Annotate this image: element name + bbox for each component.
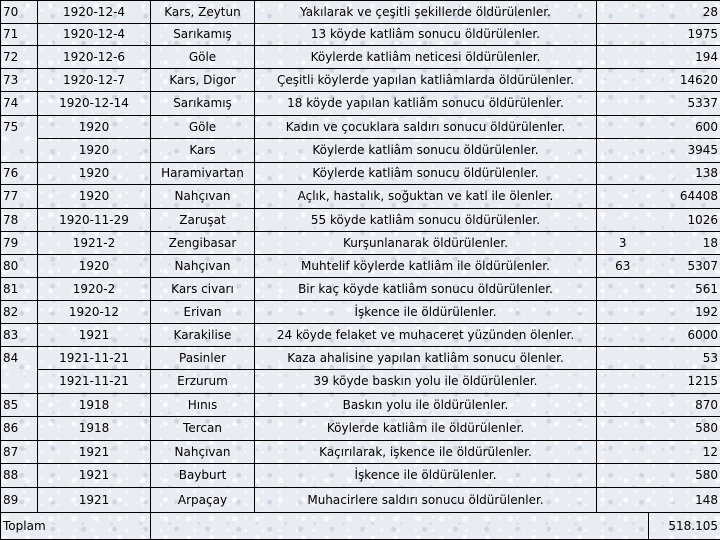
row-description: Yakılarak ve çeşitli şekillerde öldürülenler. <box>255 1 597 24</box>
table-row <box>1 23 720 46</box>
row-place: Sarıkamış <box>151 23 255 46</box>
table-row <box>1 370 720 394</box>
row-description: İşkence ile öldürülenler. <box>255 464 597 488</box>
row-date: 1921-11-21 <box>38 346 151 370</box>
row-place: Haramivartan <box>151 162 255 185</box>
row-place: Kars <box>151 139 255 163</box>
row-place: Nahçıvan <box>151 254 255 278</box>
row-description: Muhacirlere saldırı sonucu öldürülenler. <box>255 487 597 513</box>
row-count: 194 <box>597 46 720 69</box>
row-date: 1918 <box>38 417 151 441</box>
table-row <box>1 324 720 347</box>
row-number: 78 <box>1 208 38 232</box>
row-number: 82 <box>1 300 38 324</box>
table-row <box>1 417 720 441</box>
row-number <box>1 370 38 394</box>
row-date: 1921 <box>38 487 151 513</box>
total-row <box>1 513 720 540</box>
row-date: 1921 <box>38 464 151 488</box>
row-date: 1921 <box>38 324 151 347</box>
row-description: İşkence ile öldürülenler. <box>255 300 597 324</box>
row-number: 75 <box>1 115 38 139</box>
table-row <box>1 46 720 69</box>
row-count: 64408 <box>597 185 720 209</box>
row-extra-count: 63 <box>597 254 649 278</box>
row-description: 13 köyde katliâm sonucu öldürülenler. <box>255 23 597 46</box>
table-row <box>1 440 720 464</box>
table-row <box>1 278 720 301</box>
row-number: 86 <box>1 417 38 441</box>
row-place: Arpaçay <box>151 487 255 513</box>
table-row <box>1 68 720 92</box>
row-place: Nahçıvan <box>151 440 255 464</box>
row-description: Köylerde katliâm neticesi öldürülenler. <box>255 46 597 69</box>
table-row <box>1 208 720 232</box>
row-count: 580 <box>597 464 720 488</box>
row-count: 28 <box>597 1 720 24</box>
row-description: Kadın ve çocuklara saldırı sonucu öldürülenler. <box>255 115 597 139</box>
row-place: Erzurum <box>151 370 255 394</box>
row-count: 1215 <box>597 370 720 394</box>
table-row <box>1 1 720 24</box>
row-description: Açlık, hastalık, soğuktan ve katl ile ölenler. <box>255 185 597 209</box>
row-count: 6000 <box>597 324 720 347</box>
row-date: 1920-12 <box>38 300 151 324</box>
row-date: 1920-11-29 <box>38 208 151 232</box>
row-count: 192 <box>597 300 720 324</box>
row-description: 55 köyde katliâm sonucu öldürülenler. <box>255 208 597 232</box>
row-count: 870 <box>597 393 720 417</box>
table-row <box>1 92 720 116</box>
row-number: 80 <box>1 254 38 278</box>
row-number: 76 <box>1 162 38 185</box>
row-place: Sarıkamış <box>151 92 255 116</box>
table-row <box>1 393 720 417</box>
row-date: 1920 <box>38 139 151 163</box>
row-number: 81 <box>1 278 38 301</box>
row-description: 39 köyde baskın yolu ile öldürülenler. <box>255 370 597 394</box>
table-row <box>1 185 720 209</box>
row-place: Zaruşat <box>151 208 255 232</box>
row-number: 79 <box>1 232 38 255</box>
row-date: 1918 <box>38 393 151 417</box>
row-description: Köylerde katliâm ile öldürülenler. <box>255 417 597 441</box>
row-date: 1921-11-21 <box>38 370 151 394</box>
row-date: 1920 <box>38 185 151 209</box>
row-count: 14620 <box>597 68 720 92</box>
row-date: 1920-12-6 <box>38 46 151 69</box>
row-place: Kars, Digor <box>151 68 255 92</box>
table-row <box>1 487 720 513</box>
row-count: 5307 <box>649 254 720 278</box>
row-extra-count: 3 <box>597 232 649 255</box>
row-number: 74 <box>1 92 38 116</box>
row-number: 83 <box>1 324 38 347</box>
row-number: 72 <box>1 46 38 69</box>
table-row <box>1 300 720 324</box>
row-number: 70 <box>1 1 38 24</box>
row-description: Kaza ahalisine yapılan katliâm sonucu ölenler. <box>255 346 597 370</box>
row-date: 1920 <box>38 115 151 139</box>
row-number: 73 <box>1 68 38 92</box>
row-number <box>1 139 38 163</box>
table-row <box>1 464 720 488</box>
row-count: 5337 <box>597 92 720 116</box>
row-place: Kars civarı <box>151 278 255 301</box>
row-count: 53 <box>597 346 720 370</box>
row-description: Kaçırılarak, işkence ile öldürülenler. <box>255 440 597 464</box>
table-row <box>1 162 720 185</box>
table-row <box>1 139 720 163</box>
row-number: 85 <box>1 393 38 417</box>
total-label: Toplam <box>1 513 151 540</box>
row-date: 1920-2 <box>38 278 151 301</box>
row-count: 3945 <box>597 139 720 163</box>
row-count: 580 <box>597 417 720 441</box>
row-description: Bir kaç köyde katliâm sonucu öldürülenler. <box>255 278 597 301</box>
row-count: 12 <box>597 440 720 464</box>
table-row <box>1 346 720 370</box>
row-count: 18 <box>649 232 720 255</box>
row-number: 87 <box>1 440 38 464</box>
row-count: 1026 <box>597 208 720 232</box>
table-row <box>1 254 720 278</box>
row-description: Köylerde katliâm sonucu öldürülenler. <box>255 139 597 163</box>
row-place: Tercan <box>151 417 255 441</box>
table-row <box>1 115 720 139</box>
row-place: Nahçıvan <box>151 185 255 209</box>
row-description: Baskın yolu ile öldürülenler. <box>255 393 597 417</box>
row-description: 18 köyde yapılan katliâm sonucu öldürülenler. <box>255 92 597 116</box>
row-count: 148 <box>597 487 720 513</box>
row-date: 1920-12-4 <box>38 1 151 24</box>
total-blank <box>151 513 649 540</box>
row-date: 1920-12-4 <box>38 23 151 46</box>
row-count: 138 <box>597 162 720 185</box>
row-number: 77 <box>1 185 38 209</box>
row-count: 600 <box>597 115 720 139</box>
row-place: Göle <box>151 46 255 69</box>
table-row <box>1 232 720 255</box>
row-date: 1921-2 <box>38 232 151 255</box>
row-place: Bayburt <box>151 464 255 488</box>
row-date: 1920-12-14 <box>38 92 151 116</box>
row-place: Zengibasar <box>151 232 255 255</box>
row-place: Pasinler <box>151 346 255 370</box>
row-description: Muhtelif köylerde katliâm ile öldürülenler. <box>255 254 597 278</box>
row-date: 1920-12-7 <box>38 68 151 92</box>
row-place: Hınıs <box>151 393 255 417</box>
row-description: Kurşunlanarak öldürülenler. <box>255 232 597 255</box>
row-date: 1920 <box>38 162 151 185</box>
row-place: Göle <box>151 115 255 139</box>
row-number: 71 <box>1 23 38 46</box>
row-description: Köylerde katliâm sonucu öldürülenler. <box>255 162 597 185</box>
row-count: 1975 <box>597 23 720 46</box>
row-date: 1920 <box>38 254 151 278</box>
row-number: 84 <box>1 346 38 370</box>
row-place: Karakilise <box>151 324 255 347</box>
row-number: 88 <box>1 464 38 488</box>
row-place: Kars, Zeytun <box>151 1 255 24</box>
row-date: 1921 <box>38 440 151 464</box>
row-description: 24 köyde felaket ve muhaceret yüzünden ölenler. <box>255 324 597 347</box>
row-count: 561 <box>597 278 720 301</box>
row-description: Çeşitli köylerde yapılan katliâmlarda öldürülenler. <box>255 68 597 92</box>
total-value: 518.105 <box>649 513 720 540</box>
row-number: 89 <box>1 487 38 513</box>
row-place: Erivan <box>151 300 255 324</box>
